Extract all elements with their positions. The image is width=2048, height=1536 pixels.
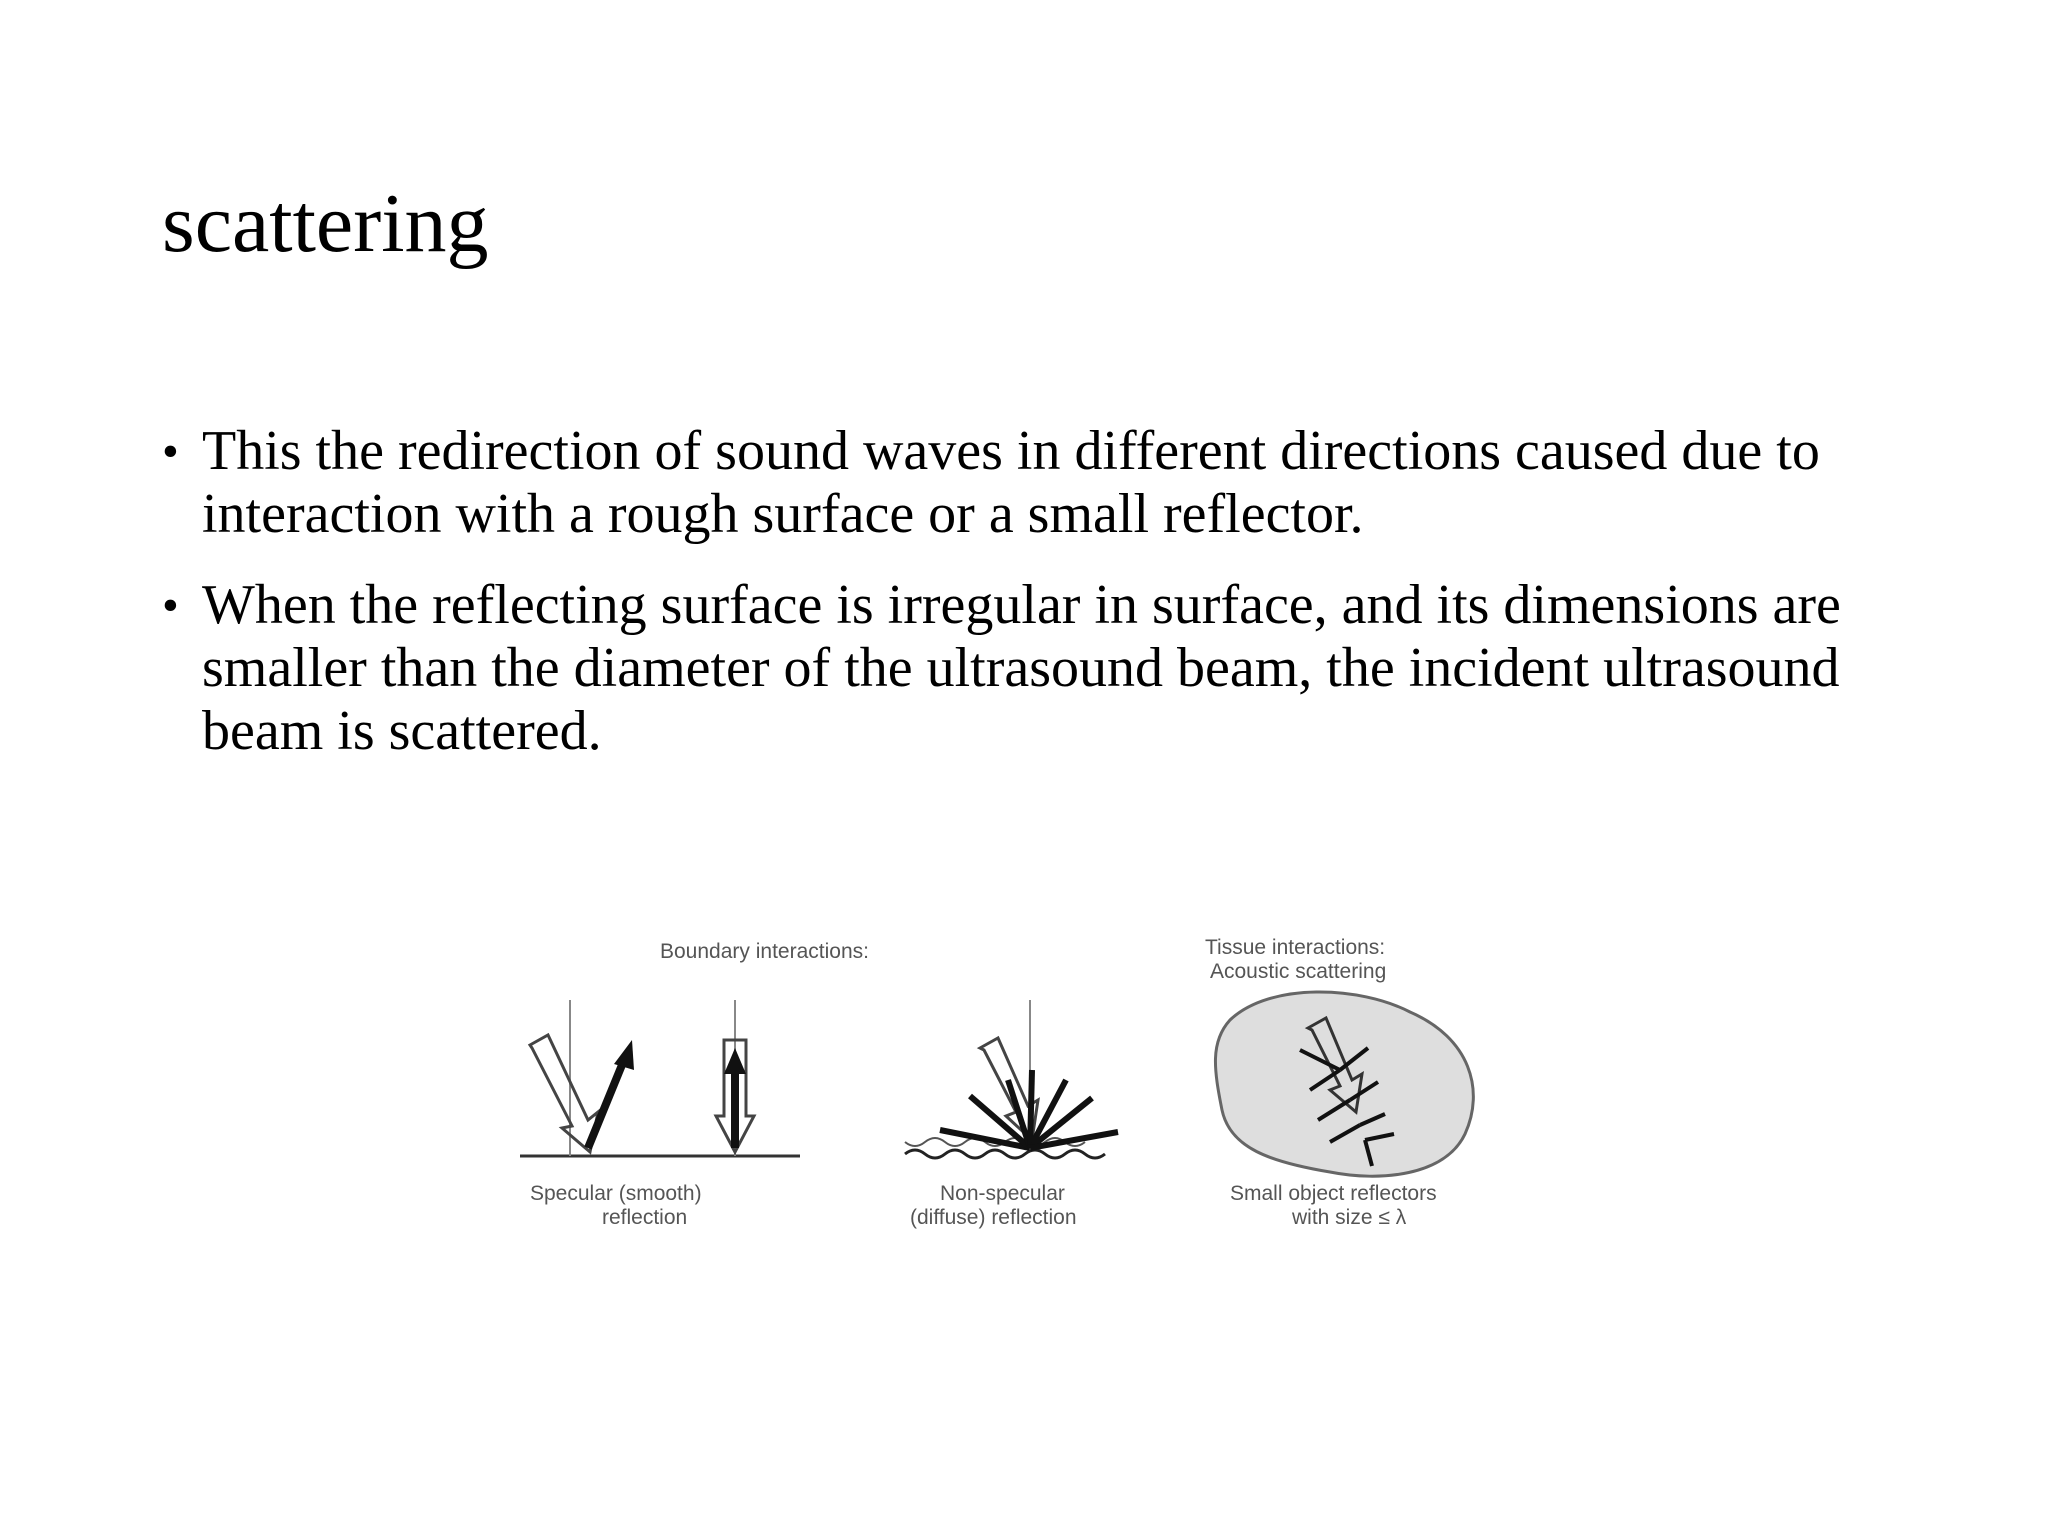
acoustic-scattering-heading: Acoustic scattering	[1210, 960, 1387, 983]
diffuse-reflection-figure	[905, 1000, 1118, 1158]
bullet-dot-icon: •	[162, 425, 179, 478]
bullet-dot-icon: •	[162, 579, 179, 632]
bullet-item	[162, 574, 1922, 763]
tissue-blob	[1215, 992, 1473, 1176]
slide-title: scattering	[162, 177, 489, 270]
specular-label-2: reflection	[602, 1206, 688, 1229]
specular-reflection-figure	[520, 1000, 800, 1156]
bullet-text: When the reflecting surface is irregular in surface, and its dimensions are smaller than the diameter of the ultrasound beam, the incident ultrasound beam is scattered.	[202, 574, 1841, 762]
small-object-label: Small object reflectors	[1230, 1182, 1437, 1205]
small-object-label-2: with size ≤ λ	[1292, 1206, 1407, 1229]
scattering-diagram-svg	[510, 920, 1570, 1250]
nonspecular-label: Non-specular	[940, 1182, 1065, 1205]
scattered-rays	[940, 1070, 1118, 1148]
bullet-list	[162, 420, 1922, 791]
tissue-interactions-heading: Tissue interactions:	[1205, 936, 1386, 959]
specular-label: Specular (smooth)	[530, 1182, 702, 1205]
reflected-beam-arrow-icon	[588, 1060, 624, 1148]
nonspecular-label-2: (diffuse) reflection	[910, 1206, 1077, 1229]
bullet-item	[162, 420, 1922, 546]
incident-beam-arrow-icon	[530, 1035, 598, 1152]
boundary-interactions-heading: Boundary interactions:	[660, 940, 869, 963]
bullet-text: This the redirection of sound waves in different directions caused due to interaction with a rough surface or a small reflector.	[202, 420, 1820, 545]
tissue-scattering-figure	[1215, 992, 1473, 1176]
scattering-diagram	[510, 920, 1570, 1250]
